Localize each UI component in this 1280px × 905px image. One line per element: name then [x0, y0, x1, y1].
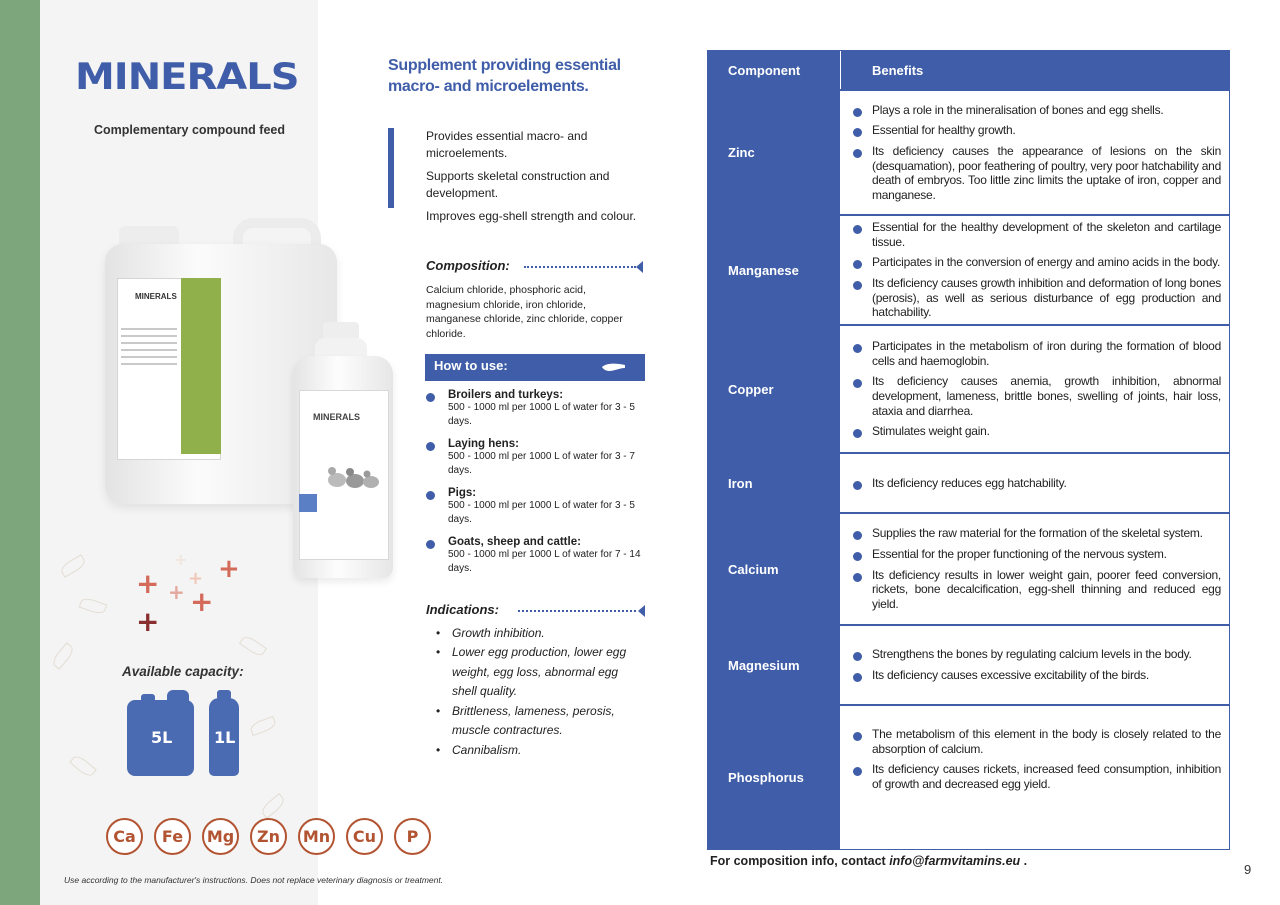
benefit-text: Its deficiency causes rickets, increased feed consumption, inhibition of growth and decreased egg yield. — [872, 762, 1221, 791]
component-benefits — [841, 514, 1229, 624]
table-header-benefits: Benefits — [841, 51, 1229, 89]
element-badge-ca: Ca — [106, 818, 143, 855]
element-badge-mn: Mn — [298, 818, 335, 855]
cross-icon: + — [136, 567, 160, 600]
bullet-icon — [853, 225, 862, 234]
benefit-bullet — [853, 144, 1221, 203]
component-benefits — [841, 626, 1229, 704]
dosage-species: Pigs: — [448, 487, 477, 499]
table-header-component: Component — [708, 51, 841, 89]
benefit-text: Its deficiency causes growth inhibition and deformation of long bones (perosis), as well as serious disturbance of egg production and hatchability. — [872, 276, 1221, 320]
cross-icon: + — [188, 568, 204, 589]
usage-disclaimer: Use according to the manufacturer's instructions. Does not replace veterinary diagnosis or treatment. — [64, 875, 444, 885]
key-benefits — [426, 128, 656, 231]
table-header-row — [708, 51, 1229, 91]
benefit-bullet — [853, 103, 1221, 118]
bullet-icon — [853, 531, 862, 540]
contact-suffix: . — [1023, 854, 1028, 868]
table-row-phosphorus — [708, 706, 1229, 849]
indication-item: • Growth inhibition. — [436, 624, 646, 643]
benefit-bullet — [853, 647, 1221, 662]
how-to-use-header — [425, 354, 645, 381]
component-name: Copper — [708, 326, 841, 452]
cross-icon: + — [174, 550, 188, 569]
capacity-heading: Available capacity: — [122, 664, 244, 679]
bullet-icon — [853, 481, 862, 490]
leaf-decoration — [50, 642, 76, 670]
leaf-decoration — [69, 753, 97, 779]
capacity-1l-label: 1L — [214, 728, 236, 747]
table-row-copper — [708, 326, 1229, 454]
benefit-text: Essential for healthy growth. — [872, 123, 1016, 138]
leaf-decoration — [259, 793, 287, 819]
dosage-item — [426, 389, 652, 429]
component-name: Calcium — [708, 514, 841, 624]
component-name: Zinc — [708, 91, 841, 214]
page-number: 9 — [1244, 862, 1252, 877]
table-row-magnesium — [708, 626, 1229, 706]
bullet-icon — [853, 767, 862, 776]
benefit-text: Supplies the raw material for the formation of the skeletal system. — [872, 526, 1203, 541]
left-green-strip — [0, 0, 40, 905]
benefit-bullet — [853, 668, 1221, 683]
composition-heading: Composition: — [426, 258, 510, 273]
benefit-bullet — [853, 220, 1221, 249]
benefit-bullet — [853, 762, 1221, 791]
benefit-text: Its deficiency causes the appearance of lesions on the skin (desquamation), poor feathering of poultry, very poor hatchability and death of embryos. Too little zinc limits the uptake of iron, copper and manganese. — [872, 143, 1221, 202]
element-badge-fe: Fe — [154, 818, 191, 855]
benefit-text: Its deficiency reduces egg hatchability. — [872, 475, 1067, 490]
leaf-decoration — [79, 596, 108, 616]
table-row-calcium — [708, 514, 1229, 626]
indications-arrow-icon — [638, 605, 645, 617]
indication-item: • Lower egg production, lower egg weight, egg loss, abnormal egg shell quality. — [436, 643, 646, 701]
component-benefits — [841, 91, 1229, 214]
capacity-5l-label: 5L — [151, 728, 173, 747]
dosage-text: 500 - 1000 ml per 1000 L of water for 3 - 5 days. — [448, 402, 635, 427]
component-name: Manganese — [708, 216, 841, 324]
bullet-icon — [853, 260, 862, 269]
benefit-bullet — [853, 374, 1221, 418]
benefit-text: Strengthens the bones by regulating calcium levels in the body. — [872, 647, 1192, 662]
benefit-bullet — [853, 424, 1221, 439]
bottle-1l-image — [285, 322, 395, 578]
product-subtitle: Complementary compound feed — [94, 123, 285, 137]
benefit-text: Its deficiency results in lower weight gain, poorer feed conversion, rickets, bone decalcification, egg-shell thinning and reduced egg yield. — [872, 567, 1221, 611]
benefit-bullet — [853, 123, 1221, 138]
benefit-text: The metabolism of this element in the body is closely related to the absorption of calcium. — [872, 727, 1221, 756]
canister-label-text — [121, 328, 177, 370]
benefit-text: Essential for the healthy development of the skeleton and cartilage tissue. — [872, 220, 1221, 249]
bullet-icon — [853, 128, 862, 137]
benefit-bullet — [853, 727, 1221, 756]
composition-arrow-icon — [636, 261, 643, 273]
indications-heading: Indications: — [426, 602, 499, 617]
benefit-bullet — [853, 476, 1221, 491]
element-badges — [106, 818, 431, 855]
component-benefits — [841, 216, 1229, 324]
contact-email-link[interactable]: info@farmvitamins.eu — [889, 854, 1021, 868]
bullet-icon — [853, 429, 862, 438]
benefit-bullet — [853, 255, 1221, 270]
dosage-item — [426, 487, 652, 527]
benefit-text: Participates in the metabolism of iron during the formation of blood cells and haemoglobin. — [872, 339, 1221, 368]
bullet-icon — [853, 732, 862, 741]
benefit-bullet — [853, 339, 1221, 368]
indication-item: • Brittleness, lameness, perosis, muscle contractures. — [436, 702, 646, 741]
dosage-item — [426, 438, 652, 478]
dosage-text: 500 - 1000 ml per 1000 L of water for 3 - 5 days. — [448, 500, 635, 525]
dosage-text: 500 - 1000 ml per 1000 L of water for 7 - 14 days. — [448, 549, 641, 574]
indications-dotted-rule — [518, 610, 636, 612]
dosage-species: Laying hens: — [448, 438, 519, 450]
table-row-zinc — [708, 91, 1229, 216]
components-table — [707, 50, 1230, 850]
contact-line — [710, 854, 1027, 868]
table-row-manganese — [708, 216, 1229, 326]
hand-pointing-icon — [601, 361, 627, 373]
table-row-iron — [708, 454, 1229, 514]
canister-label-title: MINERALS — [135, 292, 177, 301]
benefits-accent-bar — [388, 128, 394, 208]
benefit-item: Improves egg-shell strength and colour. — [426, 209, 637, 224]
bullet-icon — [853, 379, 862, 388]
cross-icon: + — [168, 580, 185, 604]
element-badge-mg: Mg — [202, 818, 239, 855]
component-benefits — [841, 706, 1229, 849]
element-badge-cu: Cu — [346, 818, 383, 855]
benefit-item: Supports skeletal construction and development. — [426, 169, 610, 201]
bullet-icon — [853, 344, 862, 353]
capacity-1l-icon — [209, 690, 239, 776]
bullet-icon — [853, 652, 862, 661]
cross-icon: + — [190, 585, 214, 618]
benefit-text: Essential for the proper functioning of the nervous system. — [872, 547, 1167, 562]
bullet-icon — [426, 442, 435, 451]
component-benefits — [841, 454, 1229, 512]
leaf-decoration — [249, 716, 278, 736]
bullet-icon — [853, 552, 862, 561]
composition-dotted-rule — [524, 266, 636, 268]
bullet-icon — [853, 673, 862, 682]
dosage-list — [426, 389, 652, 585]
element-badge-zn: Zn — [250, 818, 287, 855]
element-badge-p: P — [394, 818, 431, 855]
benefit-text: Participates in the conversion of energy and amino acids in the body. — [872, 255, 1221, 270]
bullet-icon — [426, 540, 435, 549]
cross-icon: + — [218, 554, 240, 584]
dosage-item — [426, 536, 652, 576]
benefit-text: Its deficiency causes anemia, growth inhibition, abnormal development, lameness, brittle bones, swelling of joints, hair loss, ataxia and diarrhea. — [872, 374, 1221, 418]
bullet-icon — [853, 108, 862, 117]
birds-illustration — [325, 462, 381, 492]
product-tagline: Supplement providing essential macro- and microelements. — [388, 57, 621, 95]
benefit-text: Plays a role in the mineralisation of bones and egg shells. — [872, 102, 1164, 117]
bullet-icon — [853, 573, 862, 582]
component-benefits — [841, 326, 1229, 452]
bullet-icon — [853, 281, 862, 290]
canister-label-green — [181, 278, 221, 454]
dosage-text: 500 - 1000 ml per 1000 L of water for 3 - 7 days. — [448, 451, 635, 476]
how-to-use-heading: How to use: — [434, 358, 508, 373]
benefit-bullet — [853, 547, 1221, 562]
bullet-icon — [853, 149, 862, 158]
benefit-text: Stimulates weight gain. — [872, 424, 990, 439]
leaf-decoration — [59, 554, 88, 577]
product-title: MINERALS — [75, 56, 299, 99]
bottle-label-strip — [299, 494, 317, 512]
capacity-5l-icon — [127, 690, 194, 776]
component-name: Iron — [708, 454, 841, 512]
bullet-icon — [426, 393, 435, 402]
indication-item: • Cannibalism. — [436, 741, 646, 760]
dosage-species: Goats, sheep and cattle: — [448, 536, 581, 548]
bottle-label-title: MINERALS — [313, 412, 360, 422]
benefit-bullet — [853, 568, 1221, 612]
benefit-text: Its deficiency causes excessive excitability of the birds. — [872, 668, 1149, 682]
cross-icon: + — [136, 605, 160, 638]
composition-text: Calcium chloride, phosphoric acid, magnesium chloride, iron chloride, manganese chloride, zinc chloride, copper chloride. — [426, 284, 623, 341]
benefit-bullet — [853, 276, 1221, 320]
indications-list — [436, 624, 646, 760]
contact-label: For composition info, contact — [710, 854, 886, 868]
benefit-item: Provides essential macro- and microelements. — [426, 129, 588, 161]
bullet-icon — [426, 491, 435, 500]
benefit-bullet — [853, 526, 1221, 541]
crosses-decoration — [136, 552, 246, 642]
component-name: Magnesium — [708, 626, 841, 704]
component-name: Phosphorus — [708, 706, 841, 849]
dosage-species: Broilers and turkeys: — [448, 389, 564, 401]
